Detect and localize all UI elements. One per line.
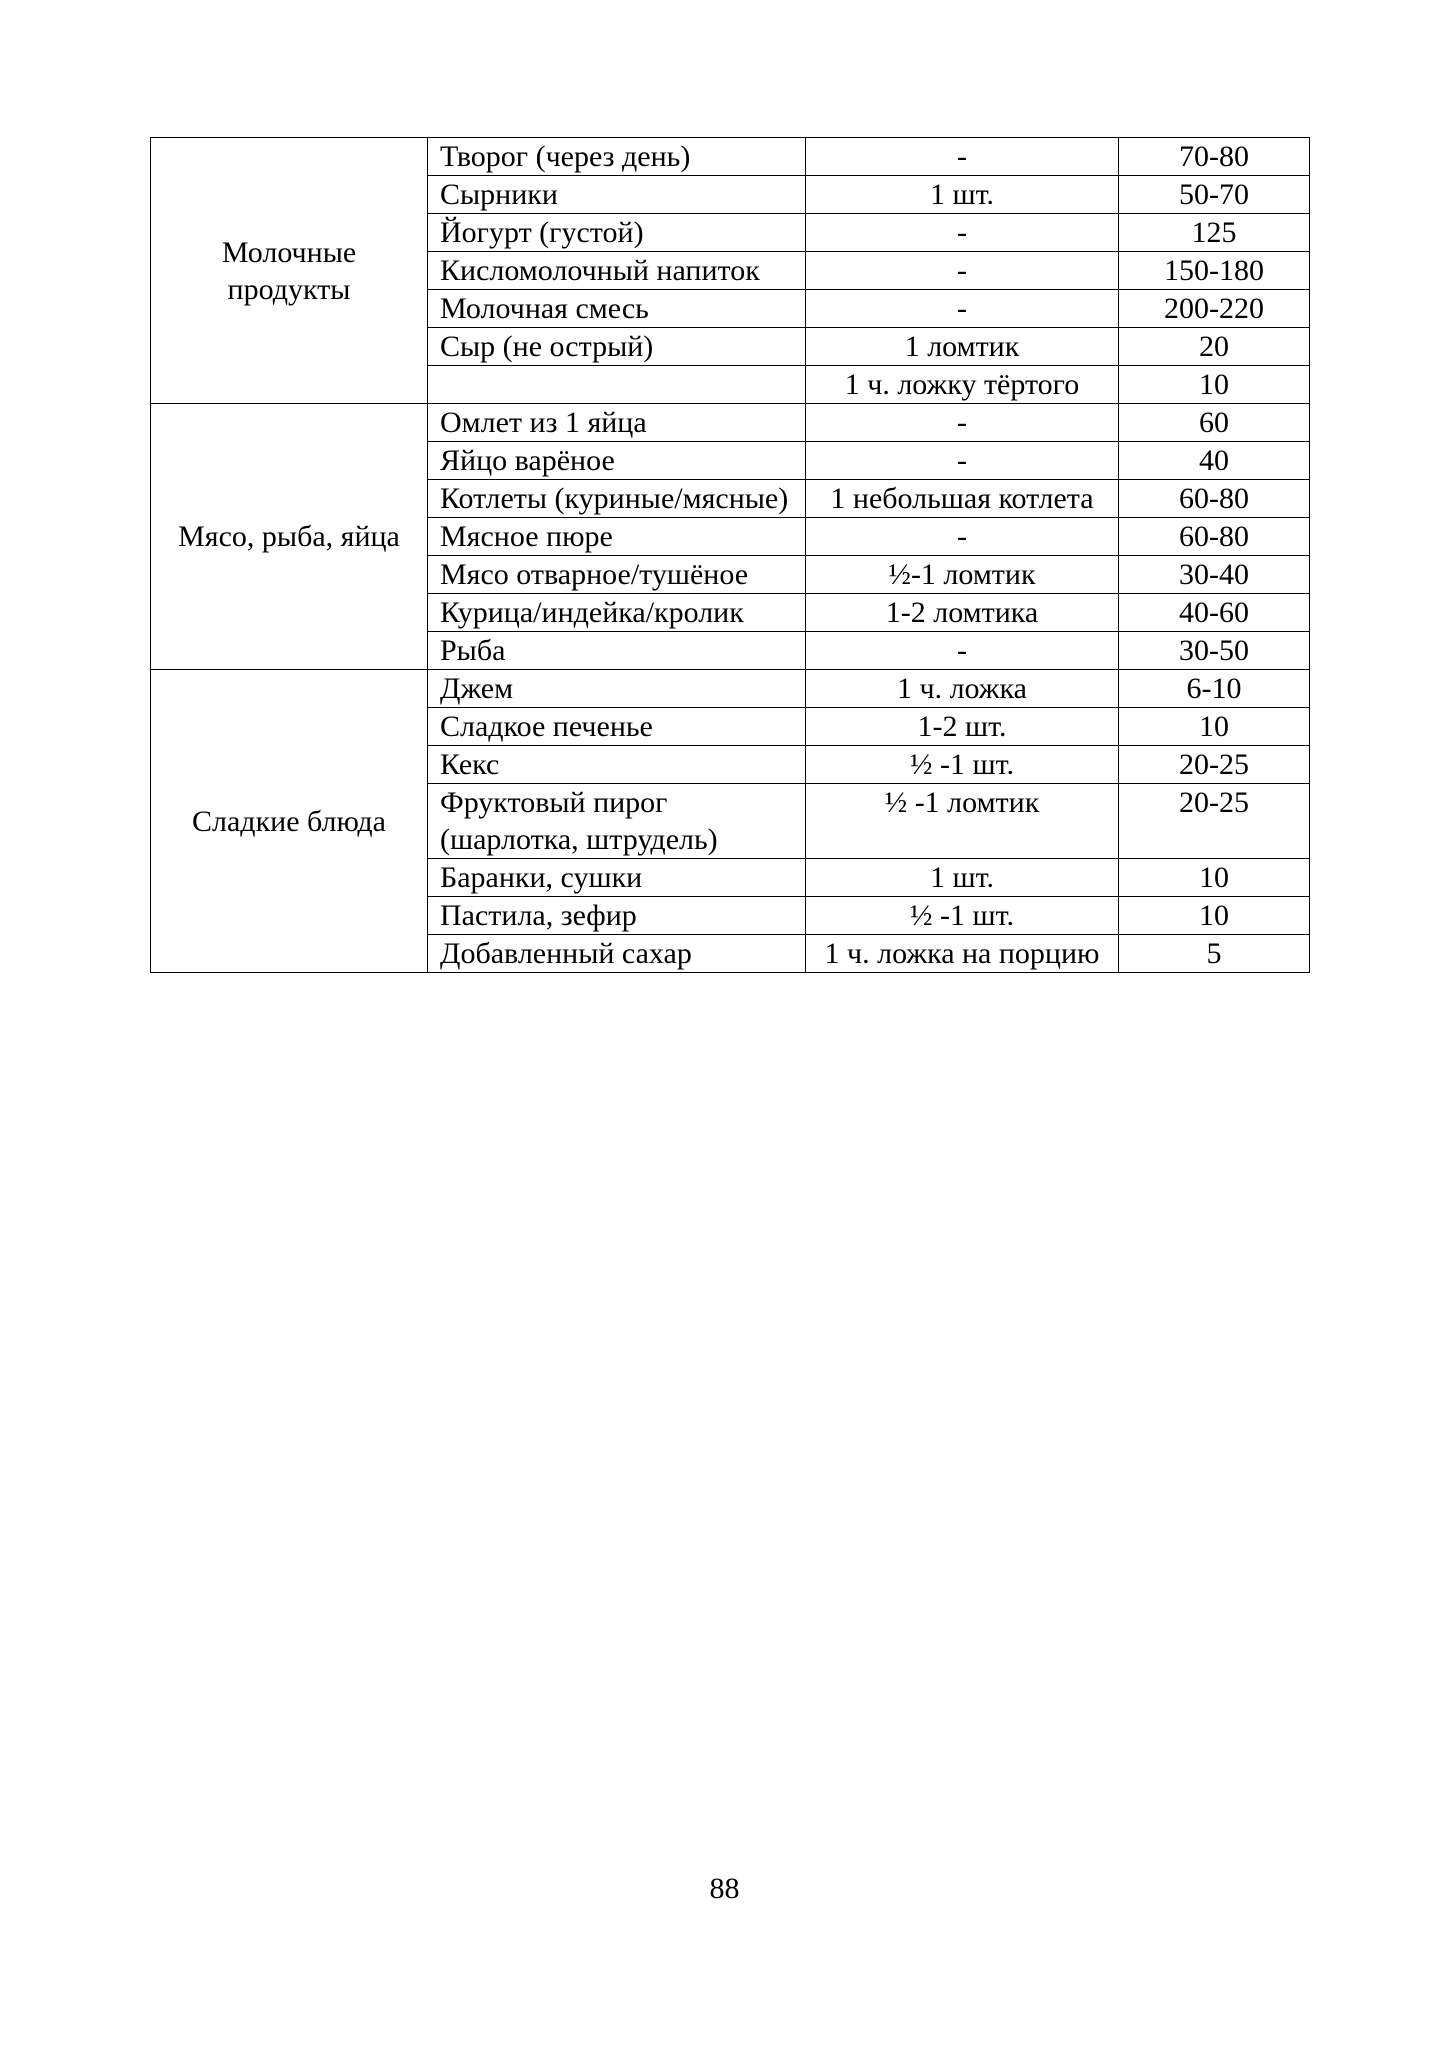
- portion-cell: 1 ломтик: [806, 328, 1119, 366]
- category-cell: Молочные продукты: [151, 138, 428, 404]
- portion-cell: -: [806, 138, 1119, 176]
- product-name-cell: Добавленный сахар: [428, 935, 806, 973]
- product-name-cell: Йогурт (густой): [428, 214, 806, 252]
- amount-cell: 10: [1119, 897, 1310, 935]
- product-name-cell: Джем: [428, 670, 806, 708]
- product-name-cell: Сладкое печенье: [428, 708, 806, 746]
- product-name-cell: Молочная смесь: [428, 290, 806, 328]
- amount-cell: 10: [1119, 859, 1310, 897]
- product-name-cell: Сырники: [428, 176, 806, 214]
- amount-cell: 30-50: [1119, 632, 1310, 670]
- portion-cell: -: [806, 518, 1119, 556]
- amount-cell: 20: [1119, 328, 1310, 366]
- portion-cell: 1 ч. ложку тёртого: [806, 366, 1119, 404]
- category-cell: Сладкие блюда: [151, 670, 428, 973]
- amount-cell: 6-10: [1119, 670, 1310, 708]
- product-name-cell: Баранки, сушки: [428, 859, 806, 897]
- food-portions-table: [150, 137, 1310, 973]
- table-row: [151, 404, 1310, 442]
- product-name-cell: Творог (через день): [428, 138, 806, 176]
- product-name-cell: Кисломолочный напиток: [428, 252, 806, 290]
- amount-cell: 70-80: [1119, 138, 1310, 176]
- amount-cell: 200-220: [1119, 290, 1310, 328]
- portion-cell: -: [806, 404, 1119, 442]
- product-name-cell: Омлет из 1 яйца: [428, 404, 806, 442]
- portion-cell: -: [806, 632, 1119, 670]
- category-cell: Мясо, рыба, яйца: [151, 404, 428, 670]
- amount-cell: 60-80: [1119, 518, 1310, 556]
- product-name-cell: Яйцо варёное: [428, 442, 806, 480]
- portion-cell: 1 ч. ложка: [806, 670, 1119, 708]
- amount-cell: 10: [1119, 708, 1310, 746]
- amount-cell: 60: [1119, 404, 1310, 442]
- portion-cell: 1-2 шт.: [806, 708, 1119, 746]
- portion-cell: ½-1 ломтик: [806, 556, 1119, 594]
- amount-cell: 30-40: [1119, 556, 1310, 594]
- amount-cell: 60-80: [1119, 480, 1310, 518]
- table-row: [151, 670, 1310, 708]
- portion-cell: ½ -1 шт.: [806, 746, 1119, 784]
- table-body: [151, 138, 1310, 973]
- product-name-cell: Курица/индейка/кролик: [428, 594, 806, 632]
- portion-cell: ½ -1 шт.: [806, 897, 1119, 935]
- portion-cell: 1 небольшая котлета: [806, 480, 1119, 518]
- product-name-cell: Котлеты (куриные/мясные): [428, 480, 806, 518]
- portion-cell: ½ -1 ломтик: [806, 784, 1119, 859]
- page-number: 88: [709, 1872, 740, 1905]
- product-name-cell: Сыр (не острый): [428, 328, 806, 366]
- table-row: [151, 138, 1310, 176]
- amount-cell: 150-180: [1119, 252, 1310, 290]
- amount-cell: 20-25: [1119, 746, 1310, 784]
- amount-cell: 50-70: [1119, 176, 1310, 214]
- product-name-cell: Кекс: [428, 746, 806, 784]
- product-name-cell: Пастила, зефир: [428, 897, 806, 935]
- portion-cell: -: [806, 214, 1119, 252]
- amount-cell: 125: [1119, 214, 1310, 252]
- product-name-cell: Мясное пюре: [428, 518, 806, 556]
- amount-cell: 40-60: [1119, 594, 1310, 632]
- product-name-cell: Мясо отварное/тушёное: [428, 556, 806, 594]
- portion-cell: -: [806, 290, 1119, 328]
- portion-cell: 1-2 ломтика: [806, 594, 1119, 632]
- product-name-cell: Фруктовый пирог (шарлотка, штрудель): [428, 784, 806, 859]
- portion-cell: 1 шт.: [806, 859, 1119, 897]
- portion-cell: -: [806, 442, 1119, 480]
- portion-cell: 1 шт.: [806, 176, 1119, 214]
- product-name-cell: Рыба: [428, 632, 806, 670]
- amount-cell: 5: [1119, 935, 1310, 973]
- portion-cell: 1 ч. ложка на порцию: [806, 935, 1119, 973]
- product-name-cell: [428, 366, 806, 404]
- amount-cell: 10: [1119, 366, 1310, 404]
- amount-cell: 40: [1119, 442, 1310, 480]
- portion-cell: -: [806, 252, 1119, 290]
- amount-cell: 20-25: [1119, 784, 1310, 859]
